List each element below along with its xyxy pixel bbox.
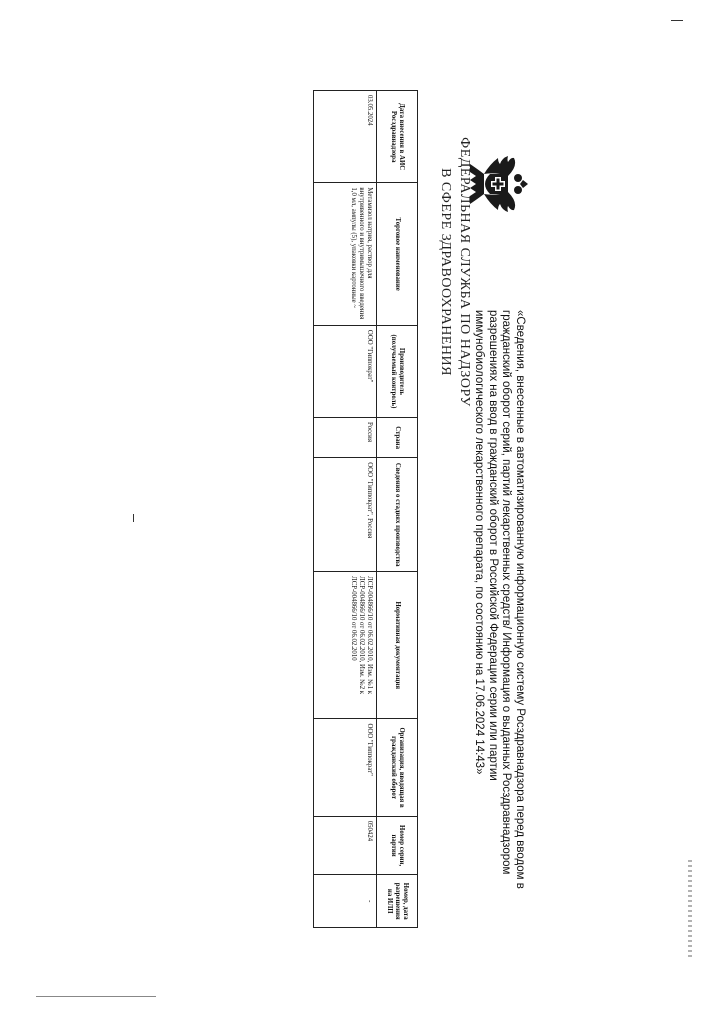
- cell-date: 03.05.2024: [314, 91, 377, 183]
- agency-name: [436, 92, 474, 452]
- header-batch-number: Номер серии, партии: [377, 816, 418, 875]
- cell-distributor: ООО "Гиппократ": [314, 719, 377, 816]
- eagle-emblem-icon: [466, 152, 532, 216]
- table-row: [314, 91, 377, 928]
- cell-trade-name: Метамизол натрия, раствор для внутривенного и внутримышечного введения 1,0 мл, ампулы (5), упаковки картонные ~: [314, 183, 377, 326]
- header-manufacturer: Производитель (получаемый контроль): [377, 325, 418, 417]
- stray-mark: [133, 514, 134, 522]
- header-distributor: Организация, вводящая в гражданский оборот: [377, 719, 418, 816]
- cell-batch-number: 050424: [314, 816, 377, 875]
- cell-country: Россия: [314, 417, 377, 457]
- cell-production-stages: ООО "Гиппократ", Россия: [314, 458, 377, 572]
- table-header-row: [377, 91, 418, 928]
- cell-manufacturer: ООО "Гиппократ": [314, 325, 377, 417]
- header-country: Страна: [377, 417, 418, 457]
- cell-permit: -: [314, 875, 377, 928]
- registry-table: [313, 90, 418, 928]
- document-heading: «Сведения, внесенные в автоматизированную информационную систему Росздравнадзора перед вводом в гражданский оборот серий, партий лекарственных средств/ Информация о выданных Росздравнадзором разрешениях на ввод в гражданский оборот в Российской Федерации серии или партии иммунобиологического лекарственного препарата, по состоянию на 17.06.2024 14:43»: [473, 310, 526, 889]
- header-regulatory-docs: Нормативная документация: [377, 572, 418, 719]
- agency-name-line: В СФЕРЕ ЗДРАВООХРАНЕНИЯ: [438, 168, 453, 376]
- header-date: Дата внесения в АИС Росздравнадзора: [377, 91, 418, 183]
- cell-regulatory-docs: ЛСР-004866/10 от 06.02.2010, Изм. №1 к ЛСР-004866/10 от 06.02.2010, Изм. №2 к ЛСР-004866/10 от 06.02.2010: [314, 572, 377, 719]
- header-trade-name: Торговое наименование: [377, 183, 418, 326]
- header-production-stages: Сведения о стадиях производства: [377, 458, 418, 572]
- header-permit: Номер, дата разрешения на ИЛП: [377, 875, 418, 928]
- agency-name-line: ФЕДЕРАЛЬНАЯ СЛУЖБА ПО НАДЗОРУ: [457, 137, 472, 407]
